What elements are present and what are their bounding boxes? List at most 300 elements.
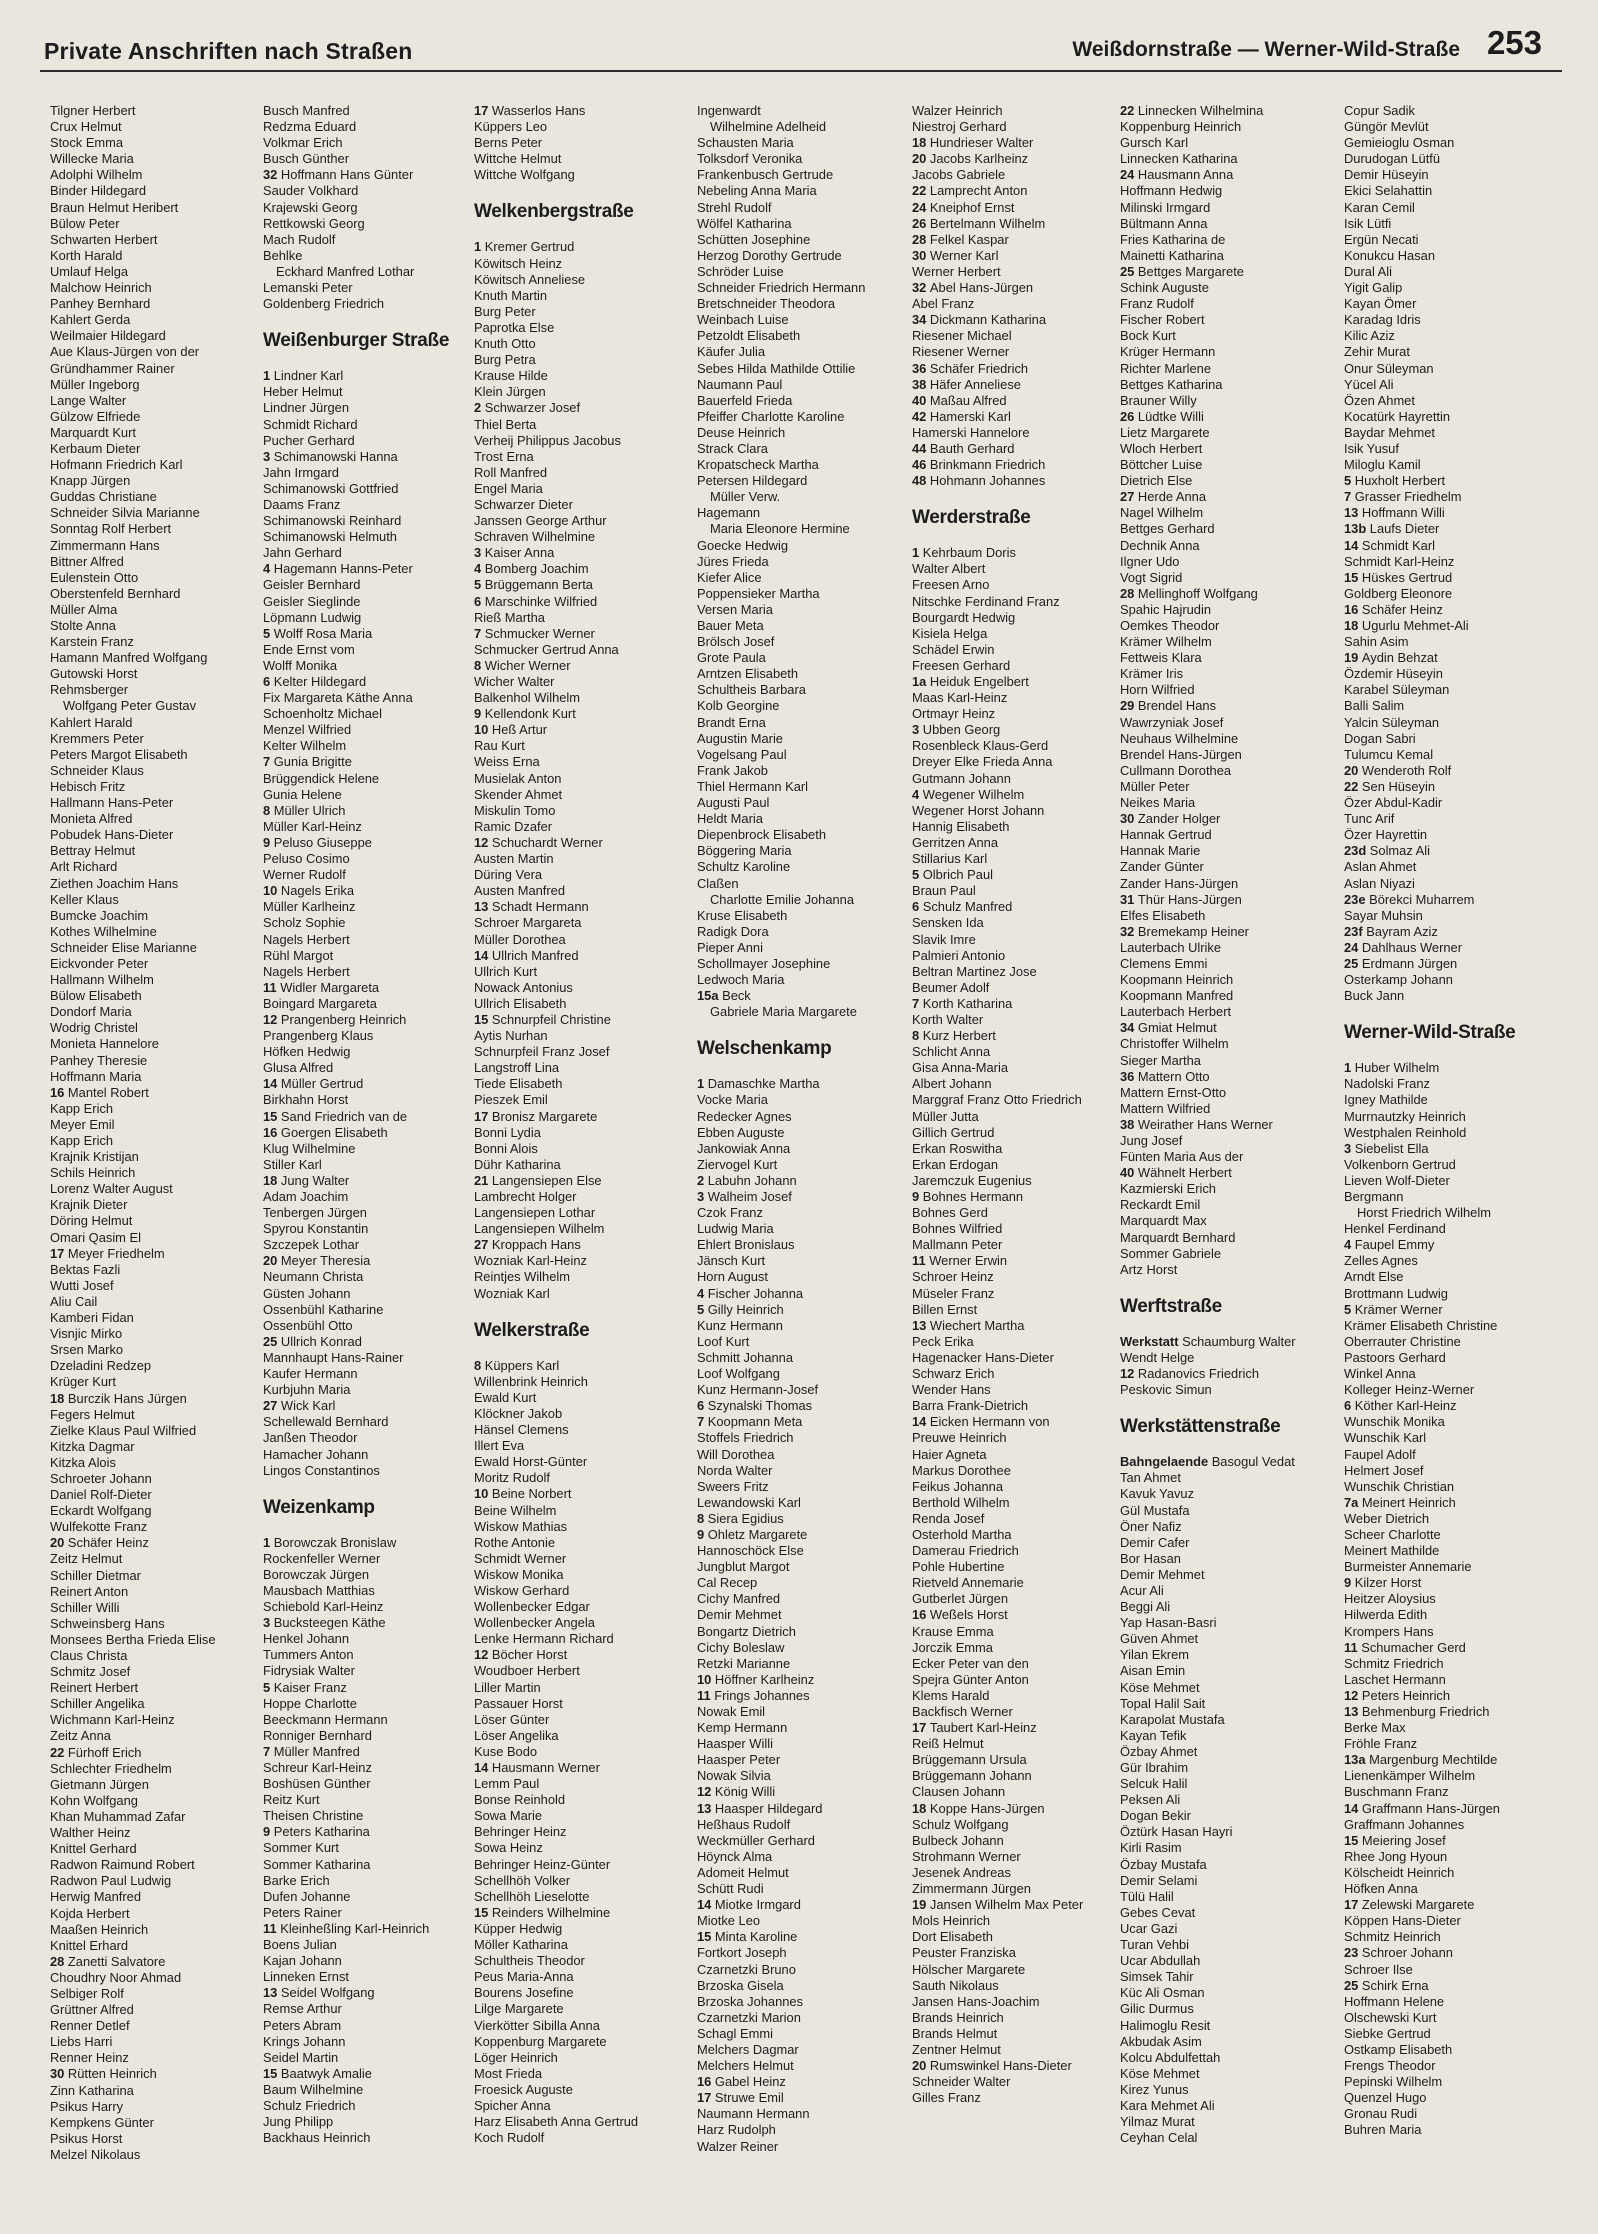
house-number: 6 (263, 674, 274, 689)
address-entry: Guddas Christiane (50, 489, 157, 505)
address-entry (912, 232, 1122, 248)
address-entry: Wollenbecker Edgar (474, 1599, 590, 1615)
house-number: 24 (912, 199, 930, 215)
address-entry: Igney Mathilde (1344, 1092, 1428, 1108)
address-entry: Zehir Murat (1344, 344, 1410, 360)
address-entry: Linnecken Katharina (1120, 151, 1238, 167)
address-entry: Hoffmann Hedwig (1120, 183, 1223, 199)
address-entry: Frankenbusch Gertrude (697, 167, 834, 183)
resident-name: Wenderoth Rolf (1361, 762, 1452, 778)
address-entry: Strohmann Werner (912, 1848, 1021, 1864)
address-entry: Kazmierski Erich (1120, 1181, 1216, 1197)
address-entry: Wichmann Karl-Heinz (50, 1712, 175, 1728)
address-entry: Feikus Johanna (912, 1478, 1004, 1494)
resident-name: Faupel Emmy (1354, 1237, 1435, 1253)
address-entry: Jung Philipp (263, 2114, 334, 2130)
house-number: 4 (474, 561, 485, 577)
address-entry: Lienenkämper Wilhelm (1344, 1768, 1476, 1784)
address-entry: Musielak Anton (474, 770, 562, 786)
address-entry: Stiller Karl (263, 1156, 322, 1172)
address-entry: Fidrysiak Walter (263, 1663, 355, 1679)
address-entry: Janßen Theodor (263, 1430, 358, 1446)
address-entry: Westphalen Reinhold (1344, 1124, 1467, 1140)
house-number: 36 (912, 360, 930, 376)
address-entry (1344, 940, 1554, 956)
address-entry (263, 835, 473, 851)
address-entry: Brands Helmut (912, 2025, 998, 2041)
address-entry: Düring Vera (474, 867, 543, 883)
house-number: 22 (50, 1744, 68, 1760)
address-entry: Ceyhan Celal (1120, 2130, 1198, 2146)
column-7 (1344, 103, 1554, 2139)
address-entry: Ucar Abdullah (1120, 1953, 1201, 1969)
resident-name: Herde Anna (1137, 489, 1207, 505)
house-number: 6 (912, 899, 923, 915)
house-number: 5 (1344, 1301, 1355, 1317)
resident-name: Frings Johannes (714, 1687, 810, 1703)
address-entry: Schnurpfeil Franz Josef (474, 1044, 610, 1060)
resident-name: Werner Erwin (929, 1253, 1008, 1269)
address-entry: Koopmann Manfred (1120, 988, 1234, 1004)
house-number: 5 (263, 625, 274, 641)
house-number: 30 (50, 2066, 68, 2082)
address-entry: Bonse Reinhold (474, 1792, 566, 1808)
address-entry (263, 1921, 473, 1937)
house-number: 40 (1120, 1165, 1138, 1181)
resident-name: Ullrich Konrad (280, 1333, 362, 1349)
house-number: 17 (697, 2090, 715, 2106)
address-entry: Psikus Horst (50, 2130, 123, 2146)
address-entry (1120, 1165, 1330, 1181)
address-entry: Karan Cemil (1344, 199, 1415, 215)
house-number: 9 (474, 706, 485, 722)
address-entry: Isik Lütfi (1344, 215, 1392, 231)
address-entry: Buck Jann (1344, 988, 1405, 1004)
address-entry (1344, 489, 1554, 505)
address-entry: Schmitt Johanna (697, 1349, 794, 1365)
resident-name: Schäfer Heinz (1361, 601, 1443, 617)
address-entry: Geisler Bernhard (263, 577, 361, 593)
address-entry: Bültmann Anna (1120, 215, 1208, 231)
address-entry: Augustin Marie (697, 730, 783, 746)
resident-name: Hüskes Gertrud (1361, 569, 1453, 585)
address-entry: Gutmann Johann (912, 770, 1011, 786)
address-entry: Rockenfeller Werner (263, 1550, 381, 1566)
address-entry: Mausbach Matthias (263, 1582, 375, 1598)
address-entry: Norda Walter (697, 1462, 773, 1478)
address-entry (474, 899, 684, 915)
address-entry: Lambrecht Holger (474, 1189, 577, 1204)
address-entry: Gilic Durmus (1120, 2001, 1194, 2017)
address-entry: Reiß Helmut (912, 1736, 984, 1752)
resident-name: Rütten Heinrich (67, 2066, 157, 2082)
address-entry (474, 577, 684, 593)
house-number: 5 (697, 1301, 708, 1317)
address-entry: Schink Auguste (1120, 280, 1209, 296)
address-entry: Preuwe Heinrich (912, 1430, 1007, 1446)
address-entry: Tummers Anton (263, 1647, 354, 1663)
address-entry: Gür Ibrahim (1120, 1760, 1189, 1775)
address-entry: Hoffmann Helene (1344, 1993, 1445, 2009)
house-number: 15 (474, 1011, 492, 1027)
address-entry: Lieven Wolf-Dieter (1344, 1172, 1450, 1188)
resident-name: Wegener Wilhelm (922, 786, 1025, 802)
resident-name: Baatwyk Amalie (280, 2065, 372, 2081)
resident-name: Taubert Karl-Heinz (929, 1720, 1037, 1736)
address-entry: Schmidt Werner (474, 1550, 567, 1566)
resident-name: Schimanowski Hanna (273, 448, 398, 464)
resident-name: Werner Karl (929, 247, 999, 263)
address-entry: Laschet Hermann (1344, 1671, 1446, 1687)
address-entry: Osterkamp Johann (1344, 972, 1453, 988)
address-entry (263, 1334, 473, 1350)
address-entry: Loof Wolfgang (697, 1366, 780, 1382)
address-entry: Fünten Maria Aus der (1120, 1149, 1244, 1165)
address-entry: Umlauf Helga (50, 263, 129, 279)
house-number: 5 (474, 577, 485, 593)
address-entry: Schellewald Bernhard (263, 1414, 389, 1430)
street-heading: Werderstraße (912, 507, 1031, 529)
address-entry: Melzel Nikolaus (50, 2146, 141, 2162)
house-number: 7 (912, 995, 923, 1011)
resident-name: Ugurlu Mehmet-Ali (1361, 618, 1469, 633)
address-entry (1344, 1688, 1554, 1704)
address-entry: Eulenstein Otto (50, 569, 139, 585)
address-entry: Gietmann Jürgen (50, 1776, 149, 1792)
house-number: 7 (1344, 489, 1355, 505)
address-entry: Melchers Dagmar (697, 2041, 799, 2057)
address-entry: Brandt Erna (697, 714, 766, 730)
house-number: 14 (474, 947, 492, 963)
address-entry: Schmidt Richard (263, 416, 358, 432)
address-entry (1120, 1334, 1330, 1350)
address-entry (1120, 1117, 1330, 1133)
address-entry: Prangenberg Klaus (263, 1028, 374, 1044)
house-number: 20 (912, 2058, 930, 2074)
address-entry: Krüger Hermann (1120, 344, 1216, 360)
house-number: 24 (1344, 939, 1362, 955)
address-entry: Binder Hildegard (50, 183, 147, 199)
house-number: 25 (1344, 1977, 1362, 1993)
address-entry: Kurbjuhn Maria (263, 1382, 351, 1398)
house-number: 20 (263, 1253, 281, 1269)
address-entry (474, 594, 684, 610)
address-entry: Schmucker Gertrud Anna (474, 641, 619, 657)
address-entry: Kayan Ömer (1344, 296, 1417, 312)
address-entry: Bourgardt Hedwig (912, 609, 1016, 625)
resident-name: Maßau Alfred (929, 392, 1007, 408)
address-entry (1120, 167, 1330, 183)
resident-name: Radanovics Friedrich (1137, 1366, 1259, 1382)
house-number: 17 (50, 1245, 68, 1261)
address-entry: Wölfel Katharina (697, 215, 792, 231)
address-entry (263, 2066, 473, 2082)
address-entry: Klöckner Jakob (474, 1405, 563, 1421)
address-entry: Froesick Auguste (474, 2081, 573, 2097)
address-entry (697, 1189, 907, 1205)
address-entry: Ostkamp Elisabeth (1344, 2041, 1453, 2057)
address-entry: Knuth Martin (474, 287, 548, 303)
address-entry (1344, 602, 1554, 618)
address-entry: Zinn Katharina (50, 2082, 134, 2098)
address-entry: Nebeling Anna Maria (697, 183, 817, 199)
house-number: 15 (1344, 569, 1362, 585)
address-entry: Braun Paul (912, 883, 976, 899)
address-entry: Gutberlet Jürgen (912, 1591, 1009, 1607)
resident-name: Solmaz Ali (1369, 843, 1430, 859)
address-entry: Schroer Heinz (912, 1269, 994, 1285)
address-entry: Vogelsang Paul (697, 746, 787, 762)
address-entry: Artz Horst (1120, 1261, 1178, 1277)
address-entry: Tulumcu Kemal (1344, 746, 1434, 762)
address-entry (1344, 1978, 1554, 1994)
resident-name: Sand Friedrich van de (280, 1108, 408, 1124)
resident-name: Fischer Johanna (707, 1285, 804, 1301)
address-entry: Koch Rudolf (474, 2130, 545, 2146)
house-number: 42 (912, 408, 930, 424)
address-entry: Will Dorothea (697, 1446, 775, 1462)
address-entry: Tan Ahmet (1120, 1470, 1181, 1486)
address-entry: Brendel Hans-Jürgen (1120, 746, 1242, 762)
house-number: 11 (263, 1920, 281, 1936)
resident-name: Schulz Manfred (922, 899, 1013, 915)
address-entry: Dufen Johanne (263, 1888, 351, 1904)
address-entry: Ende Ernst vom (263, 641, 355, 657)
address-entry (1344, 618, 1554, 634)
resident-name: Hoffmann Hans Günter (280, 167, 414, 183)
address-entry: Spyrou Konstantin (263, 1221, 369, 1237)
address-entry: Ehlert Bronislaus (697, 1237, 795, 1253)
address-entry (912, 722, 1122, 738)
address-entry: Kahlert Gerda (50, 312, 131, 328)
address-entry: Hamerski Hannelore (912, 424, 1030, 440)
address-entry: Kruse Elisabeth (697, 907, 788, 923)
address-entry: Paprotka Else (474, 319, 555, 335)
address-entry: Verheij Philippus Jacobus (474, 432, 621, 448)
address-entry: Löger Heinrich (474, 2049, 558, 2065)
address-entry: Freesen Gerhard (912, 657, 1011, 673)
address-entry: Köwitsch Anneliese (474, 271, 586, 287)
address-entry: Fischer Robert (1120, 312, 1205, 328)
address-entry: Dogan Sabri (1344, 730, 1416, 746)
address-entry: Ossenbühl Katharine (263, 1301, 384, 1317)
address-entry (1344, 763, 1554, 779)
address-entry: Lilge Margarete (474, 2001, 564, 2017)
house-number: 32 (1120, 923, 1138, 939)
address-entry: Rhee Jong Hyoun (1344, 1848, 1448, 1864)
address-entry (1344, 779, 1554, 795)
address-entry (474, 103, 684, 119)
street-heading: Welkenbergstraße (474, 201, 634, 223)
address-entry: Löpmann Ludwig (263, 609, 362, 625)
address-entry (474, 1109, 684, 1125)
address-entry (263, 1173, 473, 1189)
address-entry: Volkmar Erich (263, 135, 343, 151)
resident-name: Zander Holger (1137, 811, 1221, 827)
house-number: 29 (1120, 698, 1138, 714)
address-entry: Krompers Hans (1344, 1623, 1434, 1639)
address-entry: Haasper Peter (697, 1752, 781, 1768)
address-entry: Nagel Wilhelm (1120, 505, 1204, 521)
address-entry: Mallmann Peter (912, 1237, 1003, 1253)
address-entry: Dzeladini Redzep (50, 1358, 152, 1374)
address-entry: Bourens Josefine (474, 1985, 574, 2001)
house-number: 25 (1344, 955, 1362, 971)
address-entry: Mainetti Katharina (1120, 247, 1224, 263)
address-entry: Dural Ali (1344, 263, 1392, 279)
address-entry: Dreyer Elke Frieda Anna (912, 754, 1053, 770)
address-entry: Knittel Gerhard (50, 1841, 137, 1857)
address-entry: Langstroff Lina (474, 1060, 560, 1076)
address-entry (912, 377, 1122, 393)
address-entry: Spicher Anna (474, 2097, 551, 2113)
resident-name: Wick Karl (280, 1398, 336, 1414)
address-entry: Wender Hans (912, 1382, 991, 1398)
address-entry: Ziervogel Kurt (697, 1156, 778, 1172)
address-entry: Crux Helmut (50, 119, 122, 135)
address-entry: Brüggemann Ursula (912, 1752, 1027, 1768)
address-entry: Ecker Peter van den (912, 1655, 1029, 1671)
address-entry: Hallmann Wilhelm (50, 972, 154, 988)
resident-name: Schmucker Werner (484, 625, 595, 641)
address-entry: Barra Frank-Dietrich (912, 1398, 1029, 1414)
address-entry: Lingos Constantinos (263, 1462, 380, 1478)
address-entry: Mannhaupt Hans-Rainer (263, 1349, 404, 1365)
address-entry (912, 674, 1122, 690)
resident-name: Wasserlos Hans (491, 103, 586, 118)
address-entry: Fröhle Franz (1344, 1736, 1418, 1752)
address-entry: Ullrich Kurt (474, 963, 538, 979)
address-entry: Rau Kurt (474, 738, 525, 754)
address-entry: Schmidt Karl-Heinz (1344, 553, 1455, 569)
address-entry: Elfes Elisabeth (1120, 907, 1206, 923)
address-entry: Mattern Wilfried (1120, 1100, 1211, 1116)
house-number: 8 (263, 802, 274, 818)
house-number: 14 (697, 1897, 715, 1913)
address-entry: Petzoldt Elisabeth (697, 328, 801, 344)
resident-name: Schmidt Karl (1361, 537, 1435, 553)
address-entry: Berns Peter (474, 135, 543, 151)
address-entry: Yilmaz Murat (1120, 2114, 1195, 2130)
address-entry: Schweinsberg Hans (50, 1615, 165, 1631)
address-entry: Sowa Heinz (474, 1840, 543, 1856)
address-entry: Schneider Silvia Marianne (50, 505, 200, 521)
house-number: 13 (474, 899, 492, 915)
address-entry: Brüggendick Helene (263, 770, 380, 786)
house-number: 8 (912, 1028, 923, 1044)
address-entry: Horn August (697, 1269, 768, 1285)
house-number: 16 (697, 2074, 715, 2090)
address-entry: Jesenek Andreas (912, 1864, 1011, 1880)
house-number: 19 (912, 1897, 930, 1913)
address-entry (1344, 1945, 1554, 1961)
resident-name: Kellendonk Kurt (484, 706, 576, 722)
house-number: 3 (263, 1615, 274, 1631)
address-entry (1344, 1237, 1554, 1253)
address-entry: Sensken Ida (912, 915, 984, 931)
resident-name: Schumacher Gerd (1361, 1639, 1466, 1655)
house-number: 12 (474, 1647, 492, 1663)
address-entry (50, 1745, 260, 1761)
resident-name: Gmiat Helmut (1137, 1020, 1217, 1036)
address-entry: Mols Heinrich (912, 1913, 991, 1929)
address-entry: Deuse Heinrich (697, 424, 786, 440)
address-entry: Behringer Heinz-Günter (474, 1856, 611, 1872)
address-entry: Menzel Wilfried (263, 722, 352, 738)
address-entry: Hallmann Hans-Peter (50, 795, 174, 811)
house-number: 14 (1344, 537, 1362, 553)
address-entry: Nagels Herbert (263, 963, 350, 979)
address-entry: Lauterbach Ulrike (1120, 939, 1222, 955)
address-entry (263, 1125, 473, 1141)
address-entry: Kolcu Abdulfettah (1120, 2049, 1221, 2065)
resident-name: Kaiser Anna (484, 545, 555, 561)
address-entry: Demir Mehmet (697, 1607, 782, 1623)
resident-name: Gabel Heinz (714, 2074, 786, 2090)
address-entry: Weinbach Luise (697, 312, 789, 328)
house-number: 30 (1120, 811, 1138, 827)
house-number: 27 (474, 1237, 492, 1253)
house-number: 4 (912, 786, 923, 802)
address-entry (1344, 1801, 1554, 1817)
house-number: 13 (912, 1317, 930, 1333)
address-entry: Maaßen Heinrich (50, 1921, 149, 1937)
address-entry: Balli Salim (1344, 698, 1405, 714)
address-entry: Koopmann Heinrich (1120, 972, 1234, 988)
address-entry: Ingenwardt (697, 103, 761, 118)
address-entry (697, 1076, 907, 1092)
address-entry (912, 2058, 1122, 2074)
address-entry: Billen Ernst (912, 1301, 978, 1317)
address-entry (1344, 1640, 1554, 1656)
resident-name: Labuhn Johann (707, 1172, 797, 1188)
address-entry: Oberrauter Christine (1344, 1333, 1461, 1349)
address-entry: Brottmann Ludwig (1344, 1285, 1448, 1301)
address-entry: Lorenz Walter August (50, 1181, 173, 1197)
address-entry: Müller Karlheinz (263, 899, 356, 915)
address-entry: Müseler Franz (912, 1285, 995, 1301)
address-entry: Selcuk Halil (1120, 1776, 1188, 1792)
resident-name: Korth Katharina (922, 995, 1013, 1011)
address-entry: Strehl Rudolf (697, 199, 772, 215)
address-entry: Schwarzer Dieter (474, 496, 573, 512)
address-entry: Keller Klaus (50, 891, 119, 907)
address-entry (1344, 924, 1554, 940)
address-entry: Krings Johann (263, 2033, 346, 2049)
address-entry: Stock Emma (50, 135, 124, 151)
resident-name: Hundrieser Walter (929, 135, 1034, 151)
address-entry (1344, 473, 1554, 489)
address-entry: Pastoors Gerhard (1344, 1349, 1446, 1365)
address-entry: Oemkes Theodor (1120, 618, 1220, 633)
address-entry: Kayan Tefik (1120, 1727, 1187, 1743)
address-entry: Böttcher Luise (1120, 457, 1203, 473)
address-entry (1344, 1575, 1554, 1591)
house-number: 15 (697, 1929, 715, 1945)
address-entry (1120, 586, 1330, 602)
house-number: 17 (1344, 1897, 1362, 1913)
address-entry (697, 1173, 907, 1189)
address-entry (474, 1012, 684, 1028)
house-number: 15 (474, 1904, 492, 1920)
address-entry (474, 1358, 684, 1374)
address-entry (912, 545, 1122, 561)
address-entry: Özer Abdul-Kadir (1344, 795, 1443, 811)
address-entry (263, 561, 473, 577)
address-entry: Schellhöh Lieselotte (474, 1888, 590, 1904)
address-entry (263, 1076, 473, 1092)
address-entry: Möller Katharina (474, 1937, 568, 1953)
